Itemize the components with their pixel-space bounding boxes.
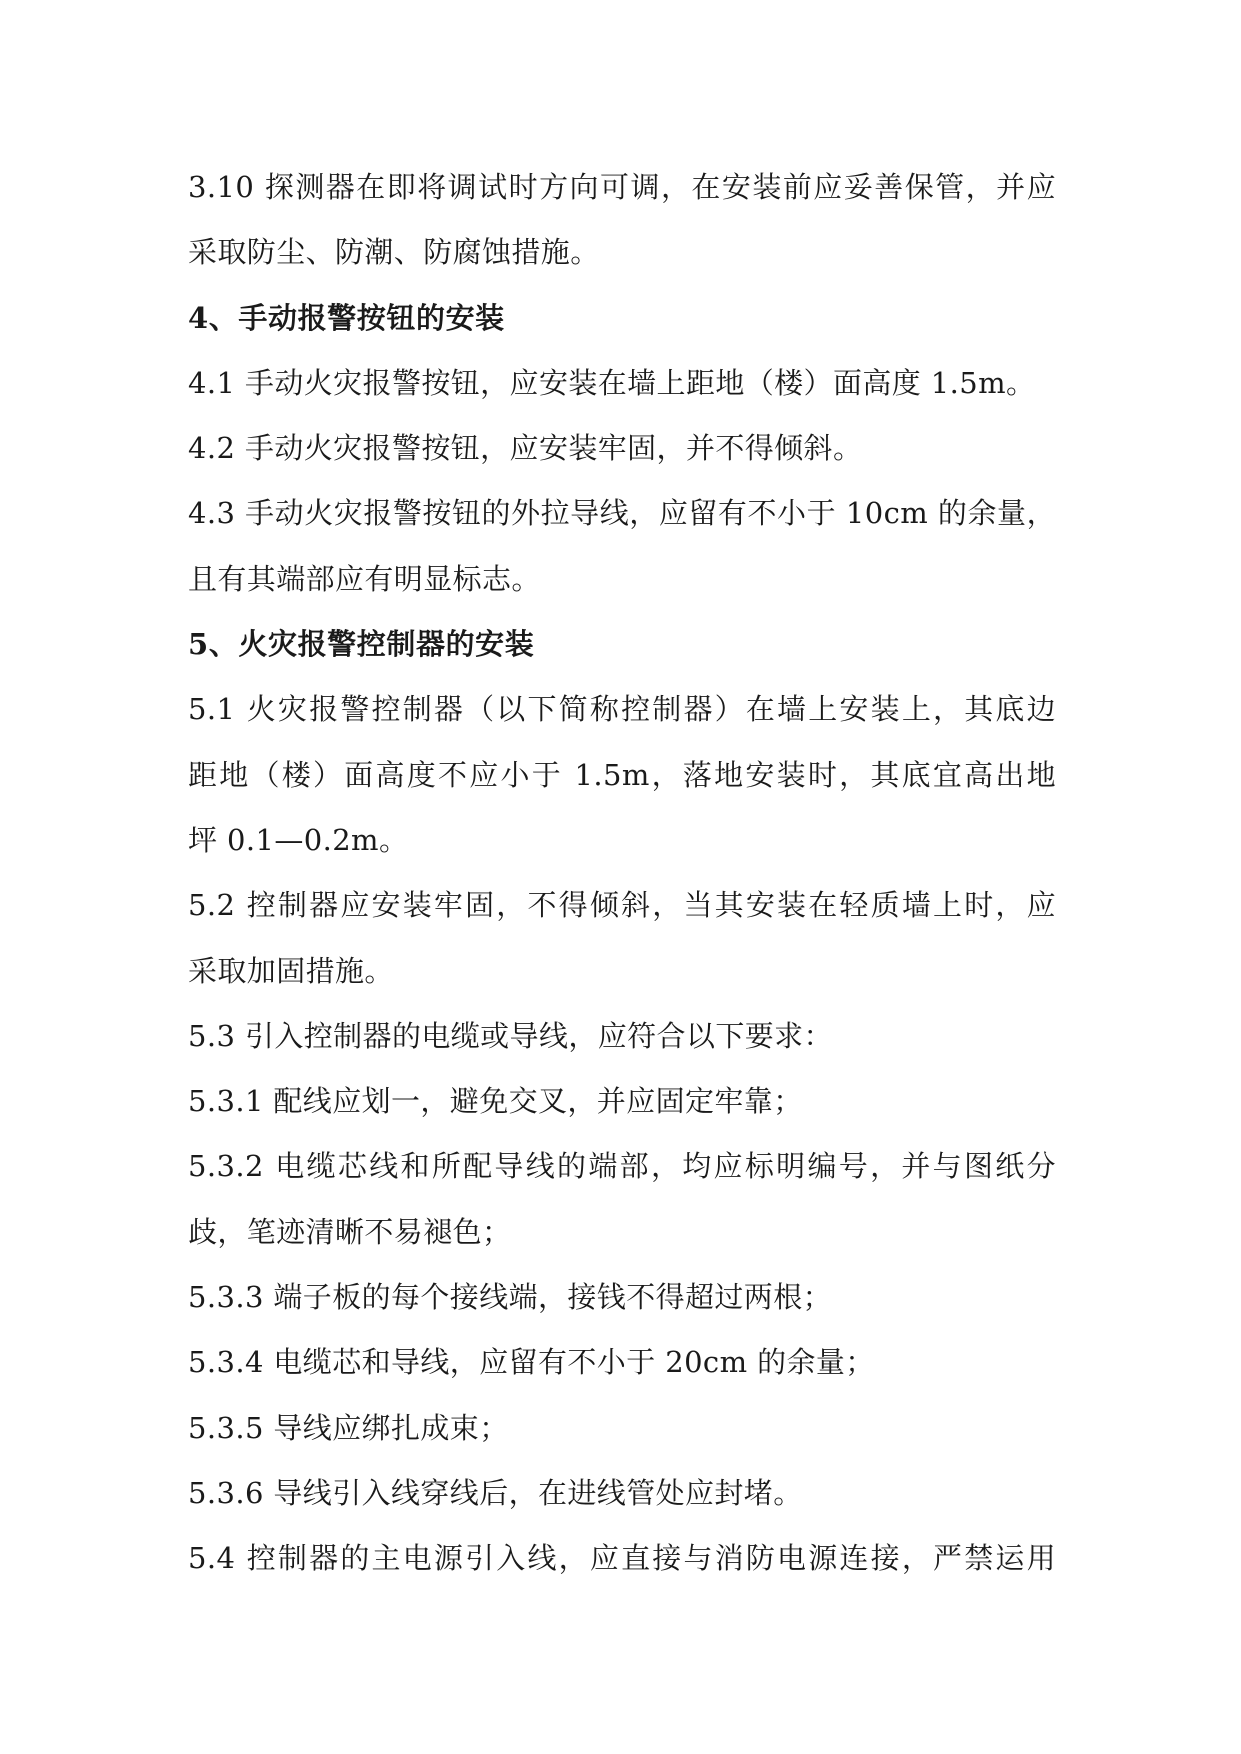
text-line: 5.4 控制器的主电源引入线，应直接与消防电源连接，严禁运用 (188, 1541, 1056, 1576)
text-line: 采取防尘、防潮、防腐蚀措施。 (188, 235, 600, 270)
text-line: 坪 0.1—0.2m。 (188, 822, 409, 857)
text-line: 4.3 手动火灾报警按钮的外拉导线，应留有不小于 10cm 的余量， (188, 496, 1056, 531)
text-line: 5.3.6 导线引入线穿线后，在进线管处应封堵。 (188, 1475, 803, 1510)
text-line: 歧，笔迹清晰不易褪色； (188, 1214, 512, 1249)
text-line: 5.3.1 配线应划一，避免交叉，并应固定牢靠； (188, 1084, 803, 1119)
text-line: 5.1 火灾报警控制器（以下简称控制器）在墙上安装上，其底边 (188, 692, 1056, 727)
text-line: 5.3 引入控制器的电缆或导线，应符合以下要求： (188, 1018, 833, 1053)
text-line: 3.10 探测器在即将调试时方向可调，在安装前应妥善保管，并应 (188, 170, 1056, 204)
text-line: 采取加固措施。 (188, 953, 394, 988)
text-line: 5.2 控制器应安装牢固，不得倾斜，当其安装在轻质墙上时，应 (188, 888, 1056, 923)
section-heading: 5、火灾报警控制器的安装 (188, 627, 535, 662)
section-heading: 4、手动报警按钮的安装 (188, 300, 505, 335)
text-line: 且有其端部应有明显标志。 (188, 561, 541, 596)
text-line: 5.3.3 端子板的每个接线端，接钱不得超过两根； (188, 1280, 833, 1315)
text-line: 5.3.5 导线应绑扎成束； (188, 1410, 509, 1445)
text-line: 5.3.4 电缆芯和导线，应留有不小于 20cm 的余量； (188, 1345, 875, 1380)
text-line: 5.3.2 电缆芯线和所配导线的端部，均应标明编号，并与图纸分 (188, 1149, 1056, 1184)
text-line: 4.1 手动火灾报警按钮，应安装在墙上距地（楼）面高度 1.5m。 (188, 365, 1036, 400)
text-line: 距地（楼）面高度不应小于 1.5m，落地安装时，其底宜高出地 (188, 757, 1056, 792)
text-line: 4.2 手动火灾报警按钮，应安装牢固，并不得倾斜。 (188, 431, 863, 466)
document-body (188, 155, 1056, 1592)
